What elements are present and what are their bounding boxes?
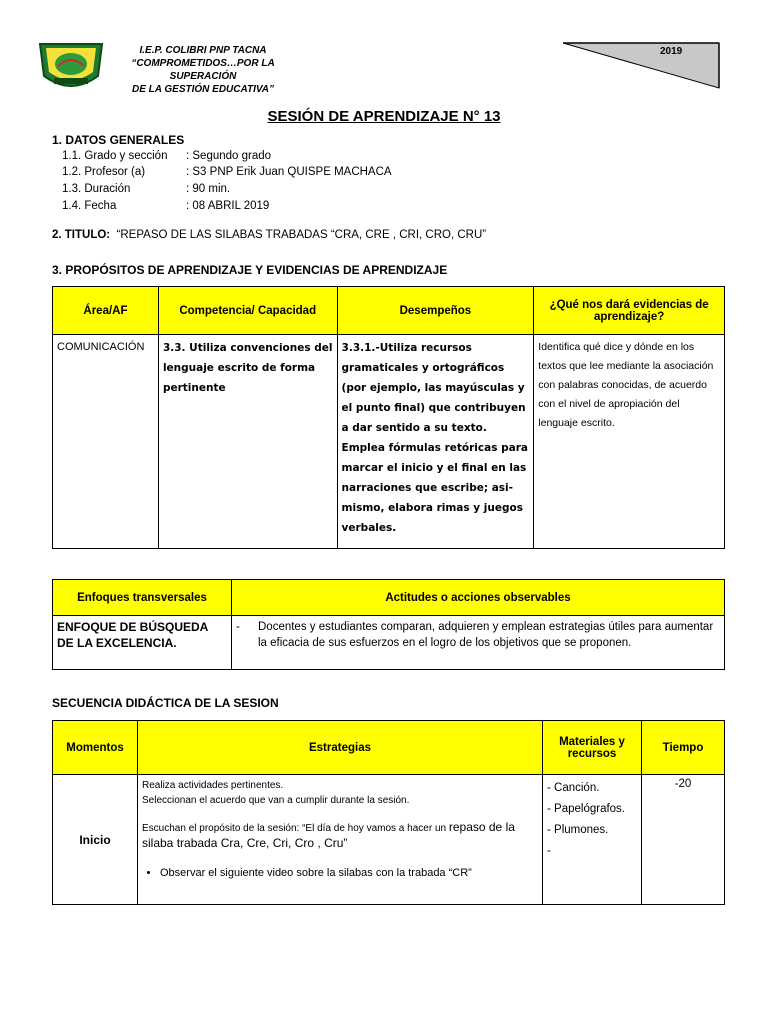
propositos-table (52, 286, 725, 549)
header-momentos: Momentos (53, 721, 138, 775)
estrategia-4: • Observar el siguiente video sobre la silabas con la trabada “CR” (160, 866, 538, 881)
actitud-text: Docentes y estudiantes comparan, adquieren y emplean estrategias útiles para aumentar la eficacia de sus esfuerzos en el logro de los objetivos que se proponen. (258, 621, 714, 649)
datos-label-grado: 1.1. Grado y sección (62, 150, 168, 162)
datos-label-duracion: 1.3. Duración (62, 183, 131, 195)
secuencia-heading: SECUENCIA DIDÁCTICA DE LA SESION (52, 696, 279, 710)
school-header (98, 44, 308, 96)
estrategia-3b: repaso de la silaba trabada Cra, Cre, Cri, Cro , Cru” (142, 820, 515, 850)
competencia-cell: 3.3. Utiliza convenciones del lenguaje escrito de forma pertinente (158, 335, 337, 549)
datos-value-fecha: : 08 ABRIL 2019 (186, 200, 270, 212)
header-evidencias: ¿Qué nos dará evidencias de aprendizaje? (534, 287, 725, 335)
datos-label-profesor: 1.2. Profesor (a) (62, 166, 146, 178)
titulo-label: 2. TITULO: (52, 229, 111, 241)
datos-value-duracion: : 90 min. (186, 183, 231, 195)
header-materiales: Materiales y recursos (543, 721, 642, 775)
school-logo-icon (36, 38, 106, 94)
datos-value-grado: : Segundo grado (186, 150, 272, 162)
session-title: SESIÓN DE APRENDIZAJE N° 13 (267, 108, 501, 125)
estrategias-cell (138, 775, 543, 905)
datos-label-fecha: 1.4. Fecha (62, 200, 117, 212)
material-item: - Plumones. (547, 824, 609, 836)
propositos-heading: 3. PROPÓSITOS DE APRENDIZAJE Y EVIDENCIAS DE APRENDIZAJE (52, 263, 448, 277)
titulo-value: “REPASO DE LAS SILABAS TRABADAS “CRA, CRE , CRI, CRO, CRU” (116, 229, 487, 241)
estrategia-2: Seleccionan el acuerdo que van a cumplir durante la sesión. (142, 795, 410, 806)
school-name: I.E.P. COLIBRI PNP TACNA (139, 45, 267, 56)
header-desempenos: Desempeños (337, 287, 534, 335)
desempenos-cell: 3.3.1.-Utiliza recursos gramaticales y ortográficos (por ejemplo, las mayúsculas y el punto final) que contribuyen a dar sentido a su texto. Emplea fórmulas retóricas para marcar el inicio y el final en las narraciones que escribe; asi-mismo, elabora rimas y juegos verbales. (337, 335, 534, 549)
actitud-cell (232, 616, 725, 670)
estrategia-1: Realiza actividades pertinentes. (142, 780, 284, 791)
year-banner (563, 42, 720, 89)
enfoques-table (52, 579, 725, 670)
year-label: 2019 (660, 46, 683, 57)
area-cell: COMUNICACIÓN (53, 335, 159, 549)
header-estrategias: Estrategias (138, 721, 543, 775)
header-competencia: Competencia/ Capacidad (158, 287, 337, 335)
evidencias-cell: Identifica qué dice y dónde en los textos que lee mediante la asociación con palabras conocidas, de acuerdo con el nivel de apropiación del lenguaje escrito. (534, 335, 725, 549)
datos-value-profesor: : S3 PNP Erik Juan QUISPE MACHACA (186, 166, 392, 178)
header-enfoques: Enfoques transversales (53, 580, 232, 616)
datos-generales-heading: 1. DATOS GENERALES (52, 133, 185, 147)
actitud-dash: - (236, 621, 240, 633)
material-item: - (547, 845, 551, 857)
tiempo-cell: -20 (642, 775, 725, 905)
materiales-cell (543, 775, 642, 905)
material-item: - Papelógrafos. (547, 803, 625, 815)
header-tiempo: Tiempo (642, 721, 725, 775)
header-area: Área/AF (53, 287, 159, 335)
secuencia-table (52, 720, 725, 905)
school-motto-line1: “COMPROMETIDOS…POR LA SUPERACIÓN (131, 58, 275, 82)
titulo-line (52, 229, 486, 241)
momento-cell: Inicio (53, 775, 138, 905)
estrategia-3a: Escuchan el propósito de la sesión: “El día de hoy vamos a hacer un (142, 823, 447, 834)
header-actitudes: Actitudes o acciones observables (232, 580, 725, 616)
enfoque-cell: ENFOQUE DE BÚSQUEDA DE LA EXCELENCIA. (53, 616, 232, 670)
material-item: - Canción. (547, 782, 600, 794)
school-motto-line2: DE LA GESTIÓN EDUCATIVA” (131, 84, 275, 95)
